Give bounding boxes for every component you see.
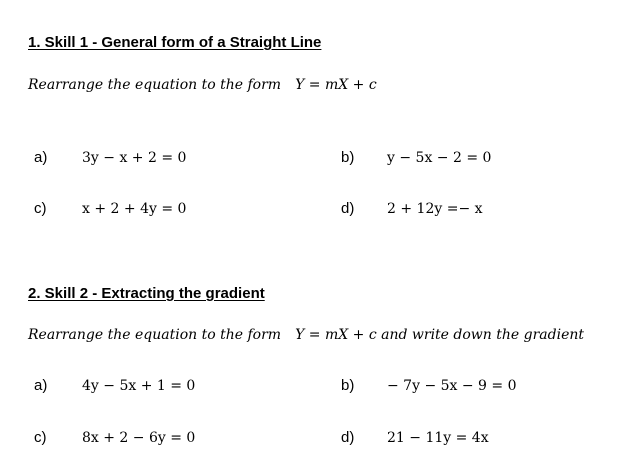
instruction-formula: Y = mX + c and write down the gradient — [295, 327, 584, 343]
section-1-heading: 1. Skill 1 - General form of a Straight Line — [28, 34, 322, 51]
question-2d-label: d) — [341, 429, 355, 446]
question-2a-label: a) — [34, 377, 48, 394]
question-2d-equation: 21 − 11y = 4x — [387, 430, 489, 446]
question-1c-label: c) — [34, 200, 47, 217]
question-1c-equation: x + 2 + 4y = 0 — [82, 201, 187, 217]
question-2b-label: b) — [341, 377, 355, 394]
question-1b-label: b) — [341, 149, 355, 166]
question-2a-equation: 4y − 5x + 1 = 0 — [82, 378, 196, 394]
question-1b-equation: y − 5x − 2 = 0 — [387, 150, 492, 166]
instruction-text: Rearrange the equation to the form — [28, 327, 282, 343]
question-2c-equation: 8x + 2 − 6y = 0 — [82, 430, 196, 446]
question-2b-equation: − 7y − 5x − 9 = 0 — [387, 378, 517, 394]
question-1a-equation: 3y − x + 2 = 0 — [82, 150, 187, 166]
question-1a-label: a) — [34, 149, 48, 166]
question-1d-label: d) — [341, 200, 355, 217]
instruction-text: Rearrange the equation to the form — [28, 77, 282, 93]
section-1-instruction — [28, 77, 377, 93]
question-1d-equation: 2 + 12y =− x — [387, 201, 483, 217]
section-2-instruction — [28, 327, 584, 343]
instruction-formula: Y = mX + c — [295, 77, 377, 93]
question-2c-label: c) — [34, 429, 47, 446]
section-2-heading: 2. Skill 2 - Extracting the gradient — [28, 285, 265, 302]
